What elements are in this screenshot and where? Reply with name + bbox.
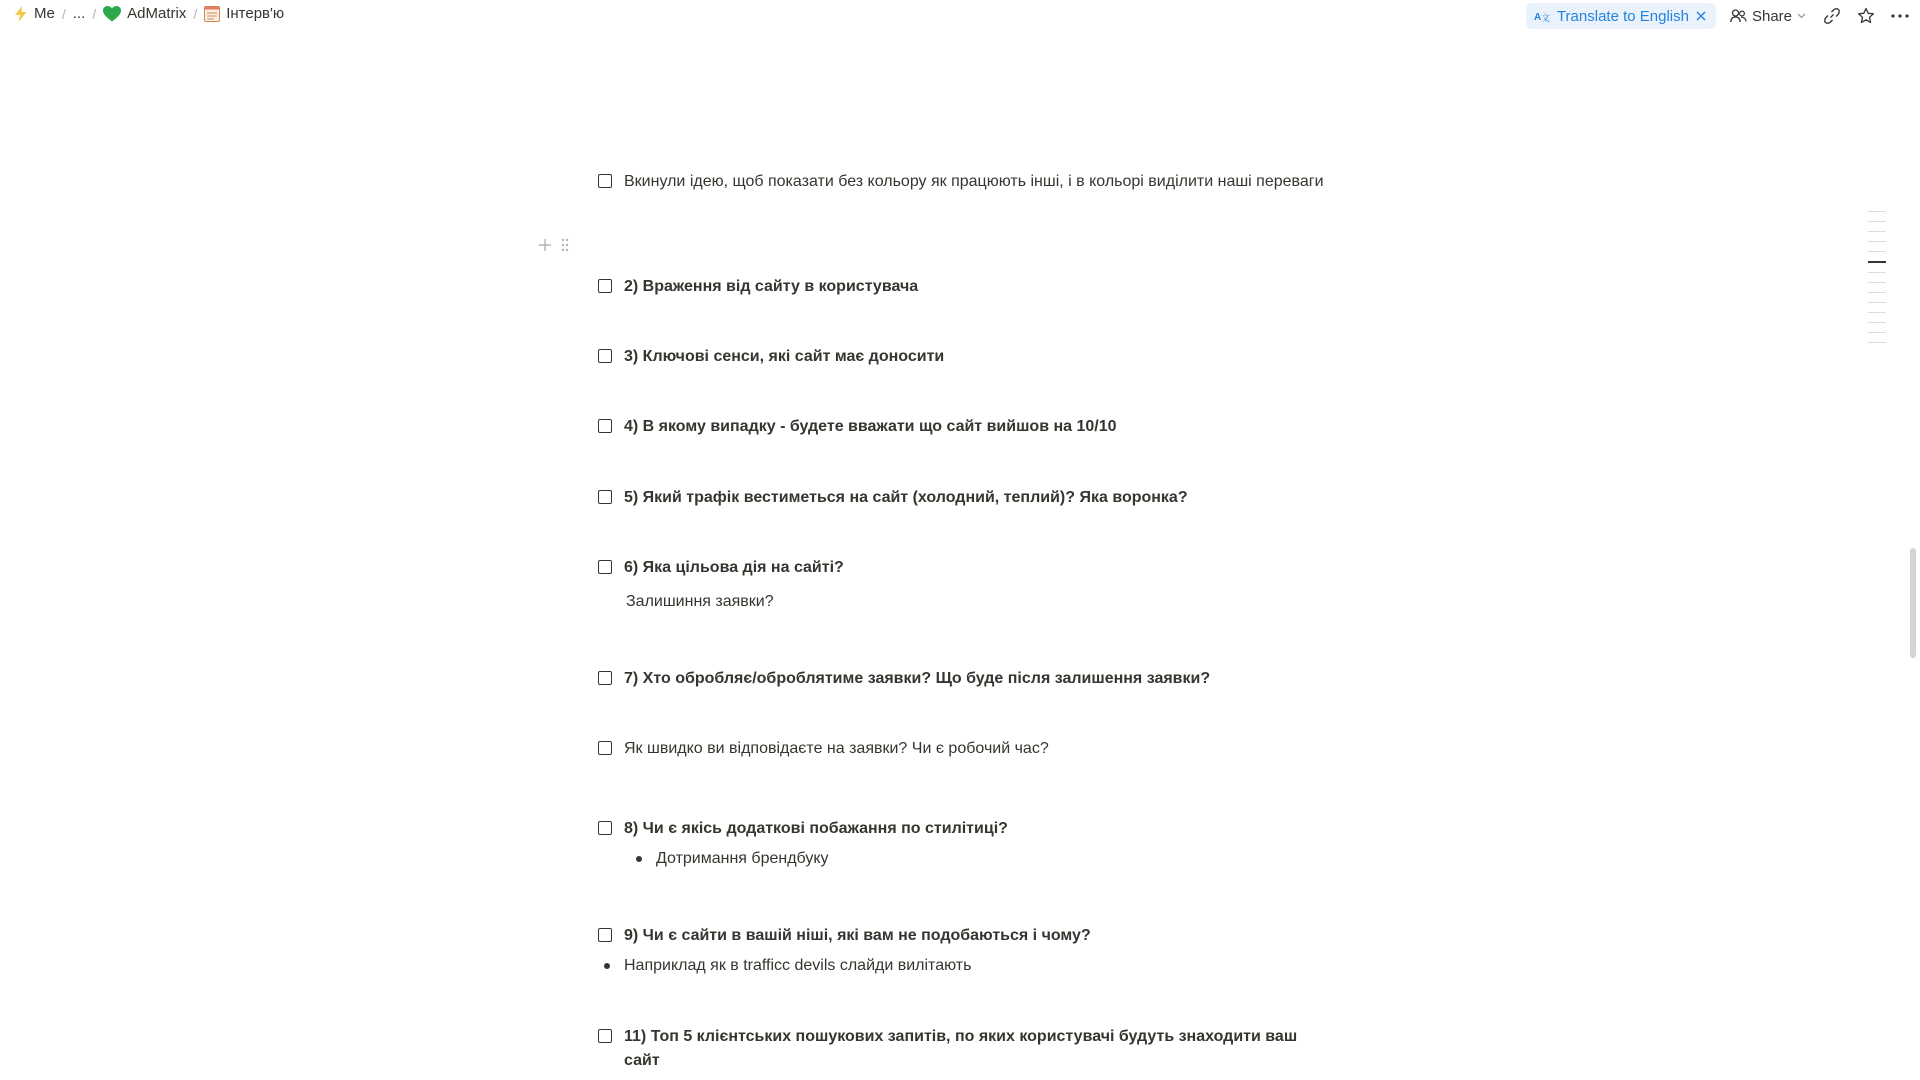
outline-line[interactable] (1868, 221, 1886, 222)
breadcrumb-item-admatrix[interactable] (99, 5, 190, 22)
todo-checkbox[interactable] (598, 821, 612, 835)
todo-text[interactable]: 11) Топ 5 клієнтських пошукових запитів, по яких користувачі будуть знаходити ваш сайт (624, 1028, 1298, 1069)
todo-item (598, 1025, 1334, 1073)
paragraph-text[interactable]: Залишиння заявки? (626, 593, 774, 610)
share-button[interactable] (1726, 8, 1810, 25)
breadcrumb-label: ... (72, 5, 86, 22)
bullet-text[interactable]: Наприклад як в trafficc devils слайди вилітають (624, 957, 972, 974)
todo-text[interactable]: 7) Хто обробляє/оброблятиме заявки? Що буде після залишення заявки? (624, 670, 1211, 687)
outline-line[interactable] (1868, 282, 1886, 283)
outline-line[interactable] (1868, 231, 1886, 232)
outline-line[interactable] (1868, 272, 1886, 273)
outline-line[interactable] (1868, 322, 1886, 323)
breadcrumb-separator: / (92, 5, 97, 22)
outline-line[interactable] (1868, 251, 1886, 252)
breadcrumb-label: AdMatrix (127, 5, 187, 22)
todo-checkbox[interactable] (598, 560, 612, 574)
svg-text:A: A (1533, 12, 1542, 23)
notepad-icon (204, 5, 220, 22)
todo-checkbox[interactable] (598, 1029, 612, 1043)
outline-line[interactable] (1868, 302, 1886, 303)
todo-item (598, 486, 1334, 510)
more-horizontal-icon (1891, 14, 1909, 18)
todo-text[interactable]: 8) Чи є якісь додаткові побажання по стилітиці? (624, 820, 1008, 837)
todo-text[interactable]: Як швидко ви відповідаєте на заявки? Чи є робочий час? (624, 740, 1049, 757)
breadcrumb-item-me[interactable] (10, 5, 59, 22)
svg-text:文: 文 (1540, 13, 1550, 23)
copy-link-button[interactable] (1820, 4, 1844, 28)
outline-line[interactable] (1868, 332, 1886, 333)
translate-icon (1534, 9, 1550, 23)
todo-item (598, 345, 1334, 369)
todo-text[interactable]: 3) Ключові сенси, які сайт має доносити (624, 348, 945, 365)
breadcrumb-label: Інтерв'ю (226, 5, 285, 22)
todo-checkbox[interactable] (598, 279, 612, 293)
breadcrumb-separator: / (193, 5, 198, 22)
link-icon (1823, 7, 1841, 25)
top-bar (0, 0, 1920, 30)
bullet-text[interactable]: Дотримання брендбуку (656, 850, 829, 867)
page-outline[interactable] (1868, 211, 1886, 352)
todo-text[interactable]: 9) Чи є сайти в вашій ніші, які вам не подобаються і чому? (624, 927, 1091, 944)
breadcrumb-separator: / (61, 5, 66, 22)
close-icon[interactable] (1696, 11, 1706, 21)
bullet-dot (604, 963, 610, 969)
breadcrumb-label: Me (34, 5, 55, 22)
todo-checkbox[interactable] (598, 174, 612, 188)
todo-text[interactable]: 6) Яка цільова дія на сайті? (624, 559, 844, 576)
drag-handle-icon[interactable] (561, 238, 569, 252)
favorite-button[interactable] (1854, 4, 1878, 28)
more-options-button[interactable] (1888, 4, 1912, 28)
breadcrumb (10, 5, 288, 22)
lightning-icon (14, 6, 28, 22)
outline-line[interactable] (1868, 312, 1886, 313)
todo-item (598, 170, 1334, 194)
bullet-item (636, 847, 829, 871)
outline-line[interactable] (1868, 211, 1886, 212)
people-icon (1730, 9, 1747, 23)
todo-item (598, 275, 1334, 299)
todo-checkbox[interactable] (598, 928, 612, 942)
todo-checkbox[interactable] (598, 490, 612, 504)
todo-item (598, 924, 1334, 948)
todo-checkbox[interactable] (598, 349, 612, 363)
breadcrumb-item-ellipsis[interactable] (69, 5, 90, 22)
bullet-item (604, 954, 971, 978)
bullet-dot (636, 856, 642, 862)
todo-text[interactable]: 5) Який трафік вестиметься на сайт (холодний, теплий)? Яка воронка? (624, 489, 1188, 506)
todo-checkbox[interactable] (598, 741, 612, 755)
outline-line[interactable] (1868, 342, 1886, 343)
todo-text[interactable]: 4) В якому випадку - будете вважати що сайт вийшов на 10/10 (624, 418, 1117, 435)
chevron-down-icon (1797, 13, 1806, 19)
todo-text[interactable]: 2) Враження від сайту в користувача (624, 278, 919, 295)
star-icon (1857, 7, 1875, 25)
todo-item (598, 737, 1334, 761)
scrollbar-thumb[interactable] (1910, 548, 1916, 658)
todo-text[interactable]: Вкинули ідею, щоб показати без кольору як працюють інші, і в кольорі виділити наші переваги (624, 173, 1324, 190)
block-handle (538, 238, 569, 252)
outline-line[interactable] (1868, 241, 1886, 242)
translate-label: Translate to English (1556, 7, 1689, 25)
todo-item (598, 556, 1334, 580)
todo-item (598, 415, 1334, 439)
todo-item (598, 817, 1334, 841)
todo-item (598, 667, 1334, 691)
breadcrumb-item-interview[interactable] (200, 5, 288, 22)
todo-checkbox[interactable] (598, 419, 612, 433)
todo-checkbox[interactable] (598, 671, 612, 685)
header-actions (1526, 3, 1912, 29)
outline-line-active[interactable] (1868, 261, 1886, 263)
green-heart-icon (103, 6, 121, 22)
plus-icon[interactable] (538, 238, 552, 252)
outline-line[interactable] (1868, 292, 1886, 293)
translate-button[interactable] (1526, 3, 1716, 29)
share-label: Share (1751, 7, 1792, 25)
